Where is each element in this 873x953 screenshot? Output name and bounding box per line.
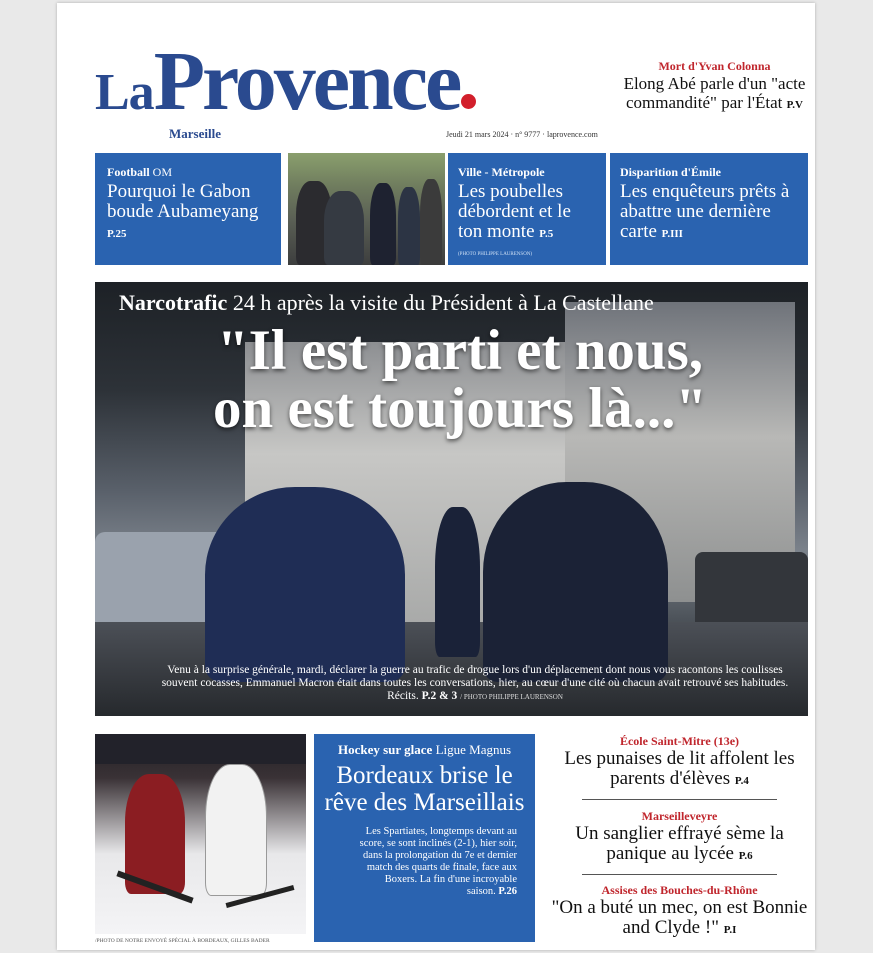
- dateline: Jeudi 21 mars 2024 · n° 9777 · laprovence.com: [446, 130, 598, 139]
- teaser-kicker: Ville - Métropole: [458, 165, 545, 179]
- hockey-page: P.26: [498, 886, 517, 897]
- logo-provence: Provence: [153, 35, 460, 128]
- hockey-kicker-bold: Hockey sur glace: [337, 742, 433, 757]
- brief-page: P.6: [738, 850, 753, 862]
- newspaper-logo[interactable]: [95, 33, 615, 128]
- brief-headline: Les punaises de lit affolent les parents d'élèves: [564, 748, 795, 789]
- brief-headline-wrap: [547, 824, 812, 866]
- main-caption-pages: P.2 & 3: [421, 690, 458, 702]
- teaser-photo-credit: (PHOTO PHILIPPE LAURENSON): [458, 252, 533, 257]
- teaser-title: Pourquoi le Gabon boude Aubameyang: [107, 181, 259, 222]
- hockey-title: Bordeaux brise le rêve des Marseillais: [324, 762, 525, 816]
- brief-headline: Un sanglier effrayé sème la panique au lycée: [575, 823, 784, 864]
- teaser-page: P.III: [661, 228, 683, 240]
- teaser-disparition-emile[interactable]: [610, 153, 808, 265]
- main-kicker-text: 24 h après la visite du Président à La Castellane: [232, 290, 654, 315]
- brief-page: P.I: [723, 924, 737, 936]
- main-kicker-bold: Narcotrafic: [119, 290, 228, 315]
- main-kicker: [119, 290, 799, 316]
- brief-punaises[interactable]: [547, 734, 812, 791]
- hockey-body-wrap: [354, 826, 517, 898]
- brief-headline-wrap: [547, 749, 812, 791]
- main-headline-line1: "Il est parti et nous,: [216, 319, 704, 382]
- teaser-photo-street: [288, 153, 445, 265]
- hockey-body: Les Spartiates, longtemps devant au score, se sont inclinés (2-1), hier soir, dans la prolongation du 7e et dernier match des quarts de finale, face aux Boxers. La fin d'une incroyable saison.: [359, 826, 517, 897]
- teaser-title-wrap: [458, 182, 598, 244]
- edition-label: Marseille: [169, 126, 221, 141]
- teaser-page: P.25: [107, 228, 127, 240]
- brief-headline: "On a buté un mec, on est Bonnie and Clyde !": [551, 897, 808, 938]
- brief-sanglier[interactable]: [547, 809, 812, 866]
- logo-la: La: [95, 64, 154, 121]
- main-headline-line2: on est toujours là...": [213, 377, 707, 440]
- top-right-headline: Elong Abé parle d'un "acte commandité" par l'État: [623, 74, 806, 112]
- brief-divider: [582, 874, 777, 875]
- teaser-title: Les enquêteurs prêts à abattre une dernière carte: [620, 181, 790, 242]
- teaser-kicker-bold: Football: [107, 165, 150, 179]
- teaser-kicker-light: OM: [152, 165, 173, 179]
- hockey-photo: [95, 734, 306, 934]
- main-headline: [115, 319, 805, 440]
- brief-assises[interactable]: [547, 883, 812, 940]
- front-page: [57, 3, 815, 950]
- main-story[interactable]: [95, 282, 808, 716]
- teaser-title-wrap: [620, 182, 800, 244]
- top-right-page: P.V: [786, 99, 803, 111]
- teaser-page: P.5: [539, 228, 554, 240]
- teaser-kicker: [107, 165, 271, 180]
- brief-page: P.4: [734, 775, 749, 787]
- top-right-headline-wrap: [617, 74, 812, 115]
- hockey-photo-credit: /PHOTO DE NOTRE ENVOYÉ SPÉCIAL À BORDEAUX, GILLES BADER: [95, 938, 270, 944]
- brief-kicker: Marseilleveyre: [641, 809, 718, 823]
- teaser-football[interactable]: [95, 153, 281, 265]
- hockey-story[interactable]: [314, 734, 535, 942]
- main-caption: [155, 664, 795, 704]
- hockey-kicker-text: Ligue Magnus: [435, 742, 512, 757]
- teaser-kicker: Disparition d'Émile: [620, 165, 722, 179]
- brief-kicker: École Saint-Mitre (13e): [619, 734, 740, 748]
- hockey-kicker: [314, 742, 535, 758]
- teaser-ville-metropole[interactable]: [448, 153, 606, 265]
- teaser-title-wrap: [107, 182, 271, 244]
- brief-kicker: Assises des Bouches-du-Rhône: [601, 883, 758, 897]
- teaser-title: Les poubelles débordent et le ton monte: [458, 181, 571, 242]
- logo-red-dot-icon: [461, 94, 476, 109]
- brief-divider: [582, 799, 777, 800]
- top-right-story[interactable]: [617, 59, 812, 115]
- main-photo-credit: / PHOTO PHILIPPE LAURENSON: [460, 693, 563, 701]
- main-caption-text: Venu à la surprise générale, mardi, déclarer la guerre au trafic de drogue lors d'un déplacement dont nous vous racontons les coulisses souvent cocasses, Emmanuel Macron était dans toutes les conversations, hier, au cœur d'une cité où chacun avait retrouvé ses habitudes. Récits.: [161, 664, 789, 702]
- brief-headline-wrap: [547, 898, 812, 940]
- top-right-kicker: Mort d'Yvan Colonna: [658, 59, 771, 73]
